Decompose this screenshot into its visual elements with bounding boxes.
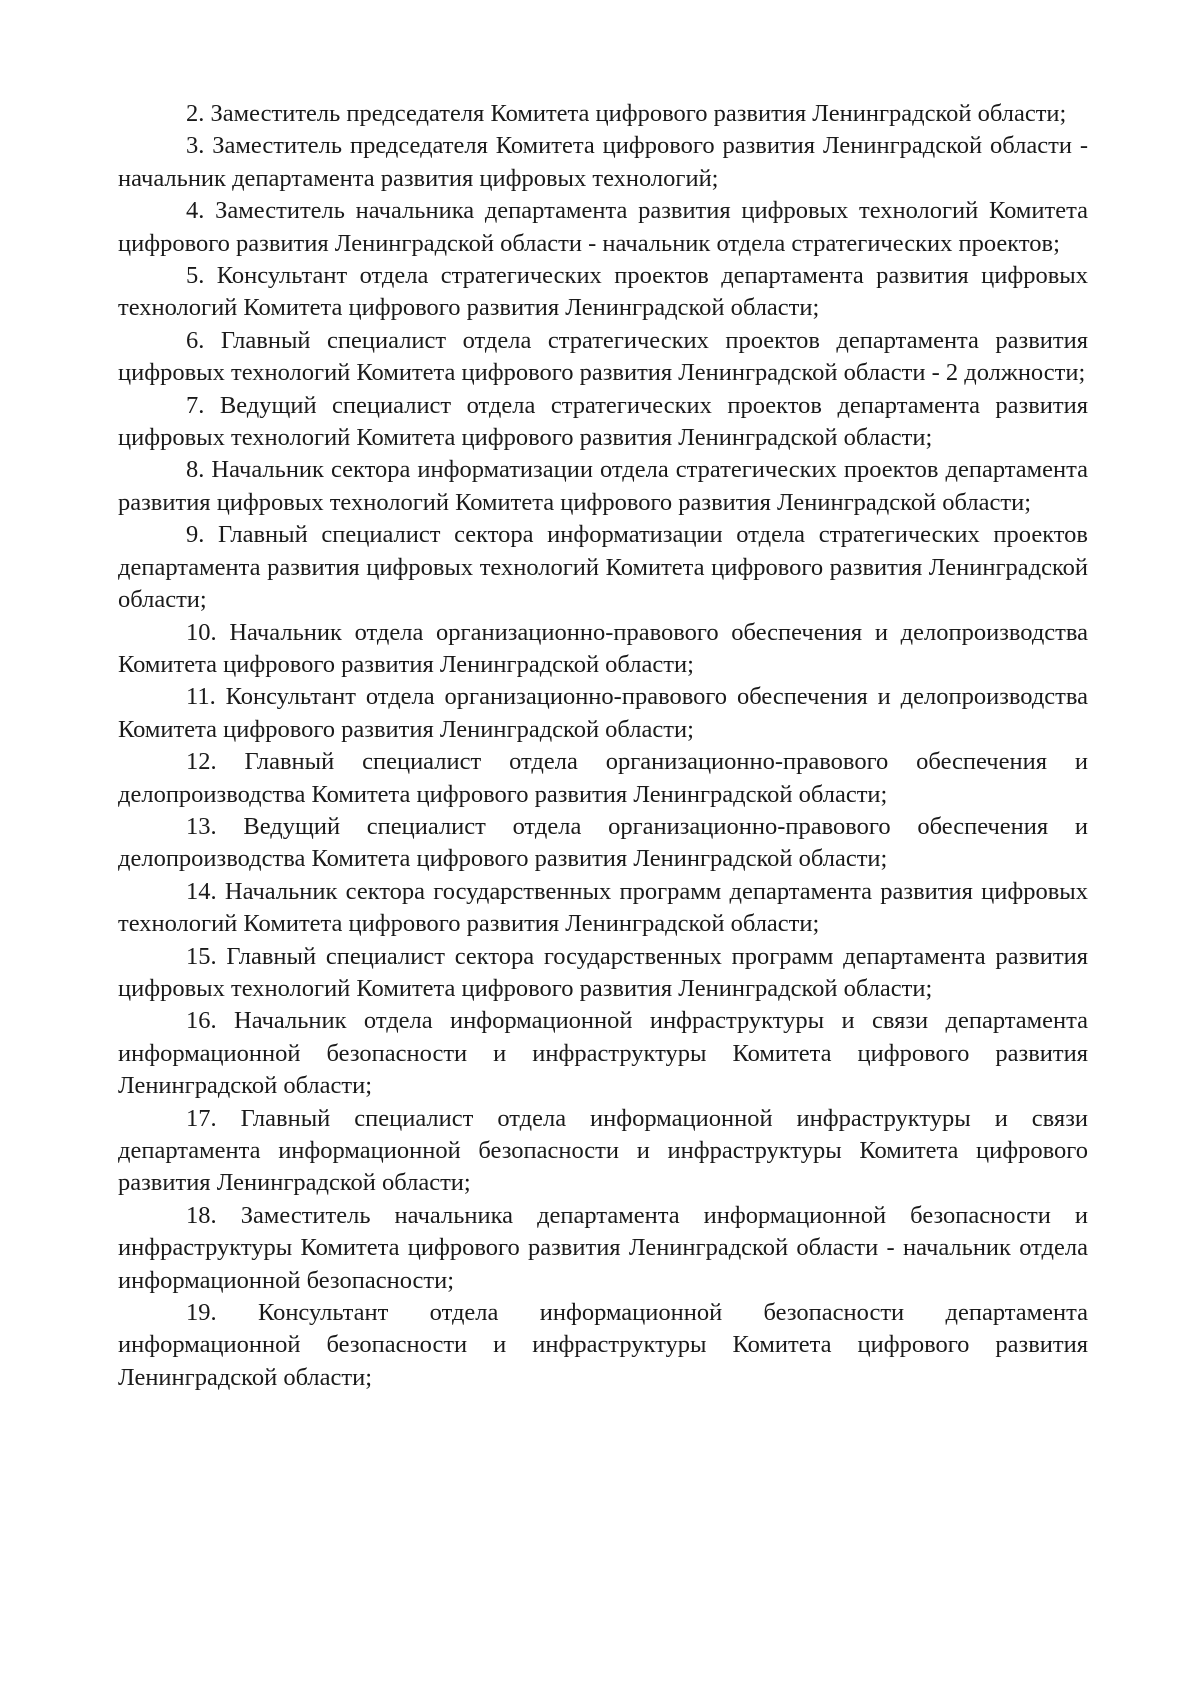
- list-item: 5. Консультант отдела стратегических проектов департамента развития цифровых технологий Комитета цифрового развития Ленинградской области;: [118, 262, 1088, 322]
- list-item: 19. Консультант отдела информационной безопасности департамента информационной безопасности и инфраструктуры Комитета цифрового развития Ленинградской области;: [118, 1299, 1088, 1391]
- list-item: 14. Начальник сектора государственных программ департамента развития цифровых технологий Комитета цифрового развития Ленинградской области;: [118, 877, 1088, 938]
- list-item: 9. Главный специалист сектора информатизации отдела стратегических проектов департамента развития цифровых технологий Комитета цифрового развития Ленинградской области;: [118, 521, 1088, 614]
- list-item: 13. Ведущий специалист отдела организационно-правового обеспечения и делопроизводства Комитета цифрового развития Ленинградской области;: [118, 812, 1088, 873]
- list-item: 6. Главный специалист отдела стратегических проектов департамента развития цифровых технологий Комитета цифрового развития Ленинградской области - 2 должности;: [118, 326, 1088, 387]
- list-item: 3. Заместитель председателя Комитета цифрового развития Ленинградской области - начальник департамента развития цифровых технологий;: [118, 132, 1088, 192]
- list-item: 16. Начальник отдела информационной инфраструктуры и связи департамента информационной безопасности и инфраструктуры Комитета цифрового развития Ленинградской области;: [118, 1007, 1088, 1100]
- list-item: 7. Ведущий специалист отдела стратегических проектов департамента развития цифровых технологий Комитета цифрового развития Ленинградской области;: [118, 391, 1088, 452]
- list-item: 11. Консультант отдела организационно-правового обеспечения и делопроизводства Комитета цифрового развития Ленинградской области;: [118, 683, 1088, 743]
- document-page: [118, 98, 1088, 1394]
- list-item: 10. Начальник отдела организационно-правового обеспечения и делопроизводства Комитета цифрового развития Ленинградской области;: [118, 618, 1088, 678]
- list-item: 2. Заместитель председателя Комитета цифрового развития Ленинградской области;: [186, 100, 1067, 127]
- list-item: 18. Заместитель начальника департамента информационной безопасности и инфраструктуры Комитета цифрового развития Ленинградской области - начальник отдела информационной безопасности;: [118, 1201, 1088, 1294]
- list-item: 4. Заместитель начальника департамента развития цифровых технологий Комитета цифрового развития Ленинградской области - начальник отдела стратегических проектов;: [118, 197, 1088, 257]
- list-item: 17. Главный специалист отдела информационной инфраструктуры и связи департамента информационной безопасности и инфраструктуры Комитета цифрового развития Ленинградской области;: [118, 1104, 1088, 1197]
- list-item: 8. Начальник сектора информатизации отдела стратегических проектов департамента развития цифровых технологий Комитета цифрового развития Ленинградской области;: [118, 456, 1088, 516]
- list-item: 15. Главный специалист сектора государственных программ департамента развития цифровых технологий Комитета цифрового развития Ленинградской области;: [118, 942, 1088, 1002]
- list-item: 12. Главный специалист отдела организационно-правового обеспечения и делопроизводства Комитета цифрового развития Ленинградской области;: [118, 748, 1088, 808]
